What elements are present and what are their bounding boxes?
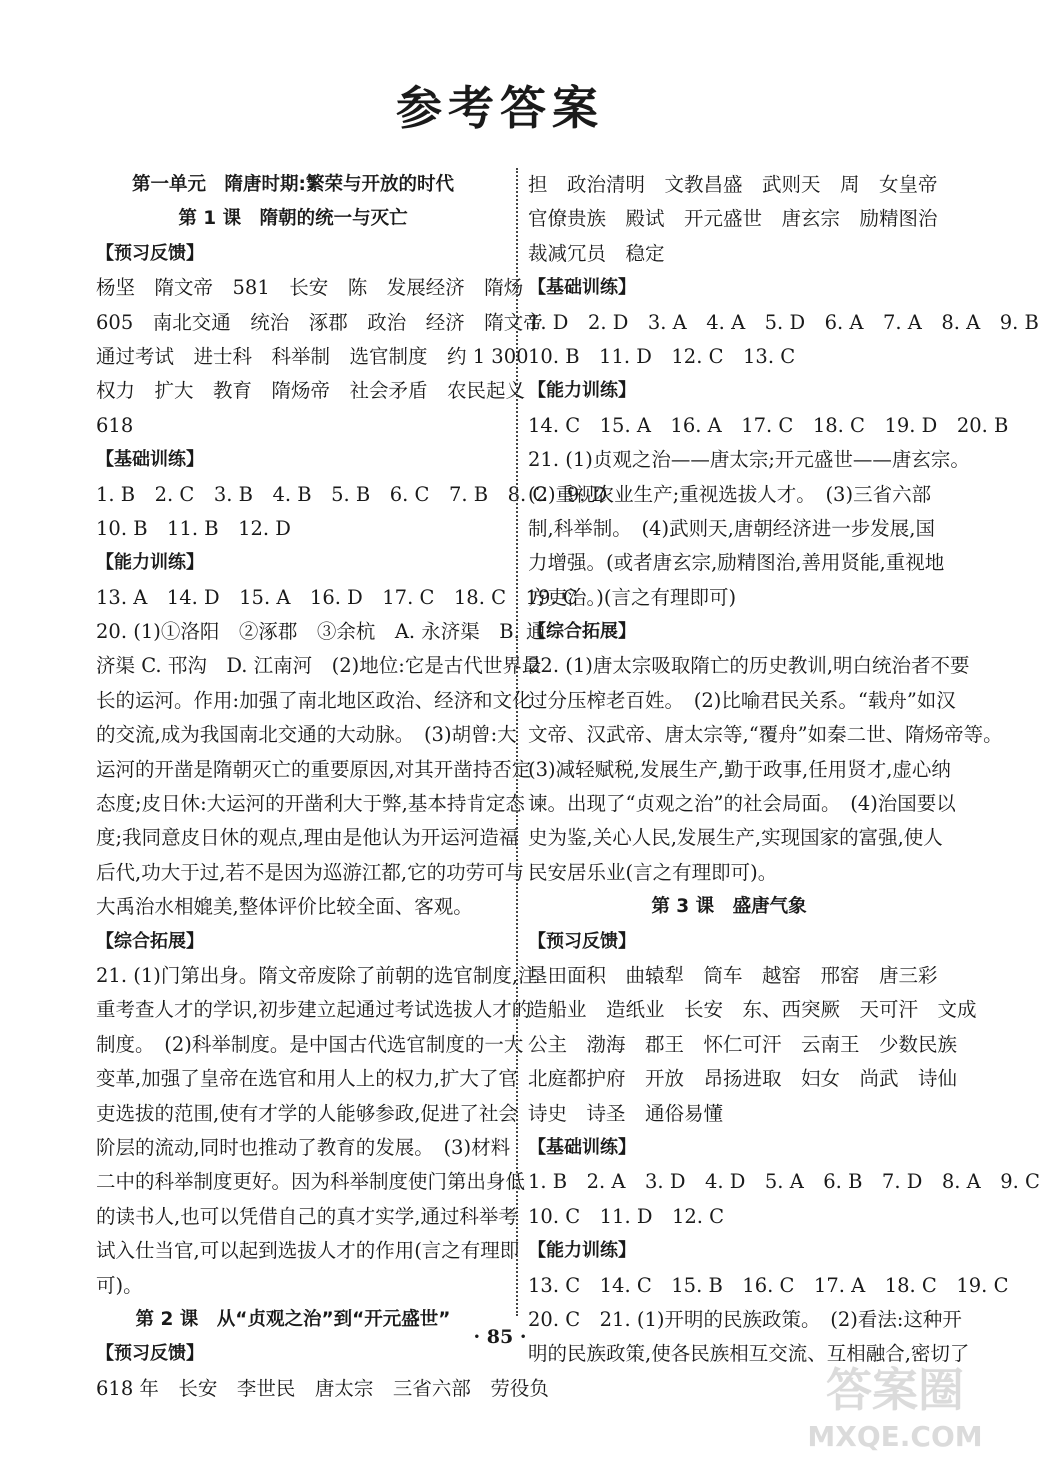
answer-line: 北庭都护府 开放 昂扬进取 妇女 尚武 诗仙 (528, 1067, 958, 1091)
watermark-url: MXQE.COM (807, 1420, 983, 1453)
answer-line: 10. B 11. B 12. D (96, 516, 291, 540)
answer-line: (2)重视农业生产;重视选拔人才。 (3)三省六部 (528, 482, 932, 506)
watermark-logo (800, 1346, 990, 1456)
answer-line: 20. C 21. (1)开明的民族政策。 (2)看法:这种开 (528, 1307, 962, 1331)
lesson-heading: 第一单元 隋唐时期:繁荣与开放的时代 (132, 174, 454, 195)
answer-line: 杨坚 隋文帝 581 长安 陈 发展经济 隋炀 (96, 276, 524, 300)
answer-line: 13. C 14. C 15. B 16. C 17. A 18. C 19. C (528, 1273, 1009, 1297)
answer-line: 济渠 C. 邗沟 D. 江南河 (2)地位:它是古代世界最 (96, 654, 542, 678)
answer-line: 长的运河。作用:加强了南北地区政治、经济和文化 (96, 688, 532, 712)
answer-line: 的读书人,也可以凭借自己的真才实学,通过科举考 (96, 1204, 518, 1228)
section-label: 【能力训练】 (528, 1240, 636, 1262)
section-label: 【预习反馈】 (96, 1343, 204, 1365)
answer-line: 担 政治清明 文教昌盛 武则天 周 女皇帝 (528, 173, 938, 196)
section-label: 【基础训练】 (528, 277, 636, 299)
answer-line: 21. (1)门第出身。隋文帝废除了前朝的选官制度,注 (96, 963, 538, 987)
answer-line: 14. C 15. A 16. A 17. C 18. C 19. D 20. B (528, 413, 1009, 437)
answer-line: (3)减轻赋税,发展生产,勤于政事,任用贤才,虚心纳 (528, 757, 951, 781)
answer-line: 1. D 2. D 3. A 4. A 5. D 6. A 7. A 8. A 9. B (528, 310, 1039, 334)
answer-line: 诗史 诗圣 通俗易懂 (528, 1101, 724, 1125)
lesson-heading: 第 2 课 从“贞观之治”到“开元盛世” (135, 1308, 451, 1330)
answer-line: 公主 渤海 郡王 怀仁可汗 云南王 少数民族 (528, 1032, 958, 1056)
section-label: 【综合拓展】 (96, 930, 204, 952)
answer-line: 吏选拔的范围,使有才学的人能够参政,促进了社会 (96, 1101, 518, 1125)
answer-line: 裁减冗员 稳定 (528, 241, 665, 265)
answer-line: 史为鉴,关心人民,发展生产,实现国家的富强,使人 (528, 826, 943, 850)
answer-line: 20. (1)①洛阳 ②涿郡 ③余杭 A. 永济渠 B. 通 (96, 620, 546, 644)
answer-line: 13. A 14. D 15. A 16. D 17. C 18. C 19. C (96, 585, 578, 609)
answer-line: 造船业 造纸业 长安 东、西突厥 天可汗 文成 (528, 998, 977, 1022)
answer-line: 1. B 2. C 3. B 4. B 5. B 6. C 7. B 8. C 9. D (96, 482, 608, 506)
answer-line: 的交流,成为我国南北交通的大动脉。 (3)胡曾:大 (96, 723, 517, 747)
answer-line: 618 年 长安 李世民 唐太宗 三省六部 劳役负 (96, 1376, 549, 1400)
answer-line: 态度;皮日休:大运河的开凿利大于弊,基本持肯定态 (96, 792, 525, 816)
answer-line: 权力 扩大 教育 隋炀帝 社会矛盾 农民起义 (96, 379, 526, 403)
column-divider (516, 168, 518, 1316)
answer-line: 方吏治。)(言之有理即可) (528, 585, 737, 609)
section-label: 【能力训练】 (96, 552, 204, 574)
section-label: 【基础训练】 (528, 1136, 636, 1158)
watermark-text: 答案圈 (826, 1363, 964, 1417)
answer-line: 民安居乐业(言之有理即可)。 (528, 860, 778, 884)
answer-line: 重考查人才的学识,初步建立起通过考试选拔人才的 (96, 998, 532, 1022)
answer-line: 22. (1)唐太宗吸取隋亡的历史教训,明白统治者不要 (528, 654, 970, 678)
answer-line: 明的民族政策,使各民族相互交流、互相融合,密切了 (528, 1342, 970, 1366)
answer-line: 谏。出现了“贞观之治”的社会局面。 (4)治国要以 (528, 792, 956, 816)
answer-line: 后代,功大于过,若不是因为巡游江都,它的功劳可与 (96, 860, 525, 884)
answer-line: 垦田面积 曲辕犁 筒车 越窑 邢窑 唐三彩 (528, 963, 938, 987)
answer-line: 618 (96, 413, 134, 437)
answer-line: 度;我同意皮日休的观点,理由是他认为开运河造福 (96, 826, 519, 850)
section-label: 【能力训练】 (528, 380, 636, 402)
answer-line: 通过考试 进士科 科举制 选官制度 约 1 300 (96, 344, 529, 368)
answer-line: 二中的科举制度更好。因为科举制度使门第出身低 (96, 1170, 526, 1194)
answer-line: 力增强。(或者唐玄宗,励精图治,善用贤能,重视地 (528, 551, 945, 575)
lesson-heading: 第 3 课 盛唐气象 (651, 896, 807, 918)
page-number: · 85 · (473, 1326, 527, 1348)
answer-line: 运河的开凿是隋朝灭亡的重要原因,对其开凿持否定 (96, 757, 532, 781)
section-label: 【综合拓展】 (528, 621, 636, 643)
answer-line: 官僚贵族 殿试 开元盛世 唐玄宗 励精图治 (528, 207, 938, 231)
answer-line: 阶层的流动,同时也推动了教育的发展。 (3)材料 (96, 1135, 511, 1159)
answer-line: 变革,加强了皇帝在选官和用人上的权力,扩大了官 (96, 1067, 518, 1091)
page-title: 参考答案 (396, 81, 604, 135)
answer-line: 605 南北交通 统治 涿郡 政治 经济 隋文帝 (96, 310, 543, 334)
answer-line: 1. B 2. A 3. D 4. D 5. A 6. B 7. D 8. A 9. C (528, 1170, 1040, 1194)
answer-line: 文帝、汉武帝、唐太宗等,“覆舟”如秦二世、隋炀帝等。 (528, 723, 1003, 747)
answer-line: 制,科举制。 (4)武则天,唐朝经济进一步发展,国 (528, 516, 935, 540)
answer-line: 10. C 11. D 12. C (528, 1204, 725, 1228)
answer-line: 过分压榨老百姓。 (2)比喻君民关系。“载舟”如汉 (528, 688, 956, 712)
answer-line: 试入仕当官,可以起到选拔人才的作用(言之有理即 (96, 1239, 520, 1263)
section-label: 【预习反馈】 (96, 242, 204, 264)
right-column (528, 168, 1040, 1372)
answer-line: 可)。 (96, 1273, 143, 1297)
answer-line: 大禹治水相媲美,整体评价比较全面、客观。 (96, 895, 473, 919)
answer-line: 21. (1)贞观之治——唐太宗;开元盛世——唐玄宗。 (528, 448, 970, 472)
answer-line: 10. B 11. D 12. C 13. C (528, 344, 796, 368)
section-label: 【基础训练】 (96, 449, 204, 471)
lesson-heading: 第 1 课 隋朝的统一与灭亡 (178, 208, 408, 230)
answer-line: 制度。 (2)科举制度。是中国古代选官制度的一大 (96, 1032, 524, 1056)
section-label: 【预习反馈】 (528, 930, 636, 952)
